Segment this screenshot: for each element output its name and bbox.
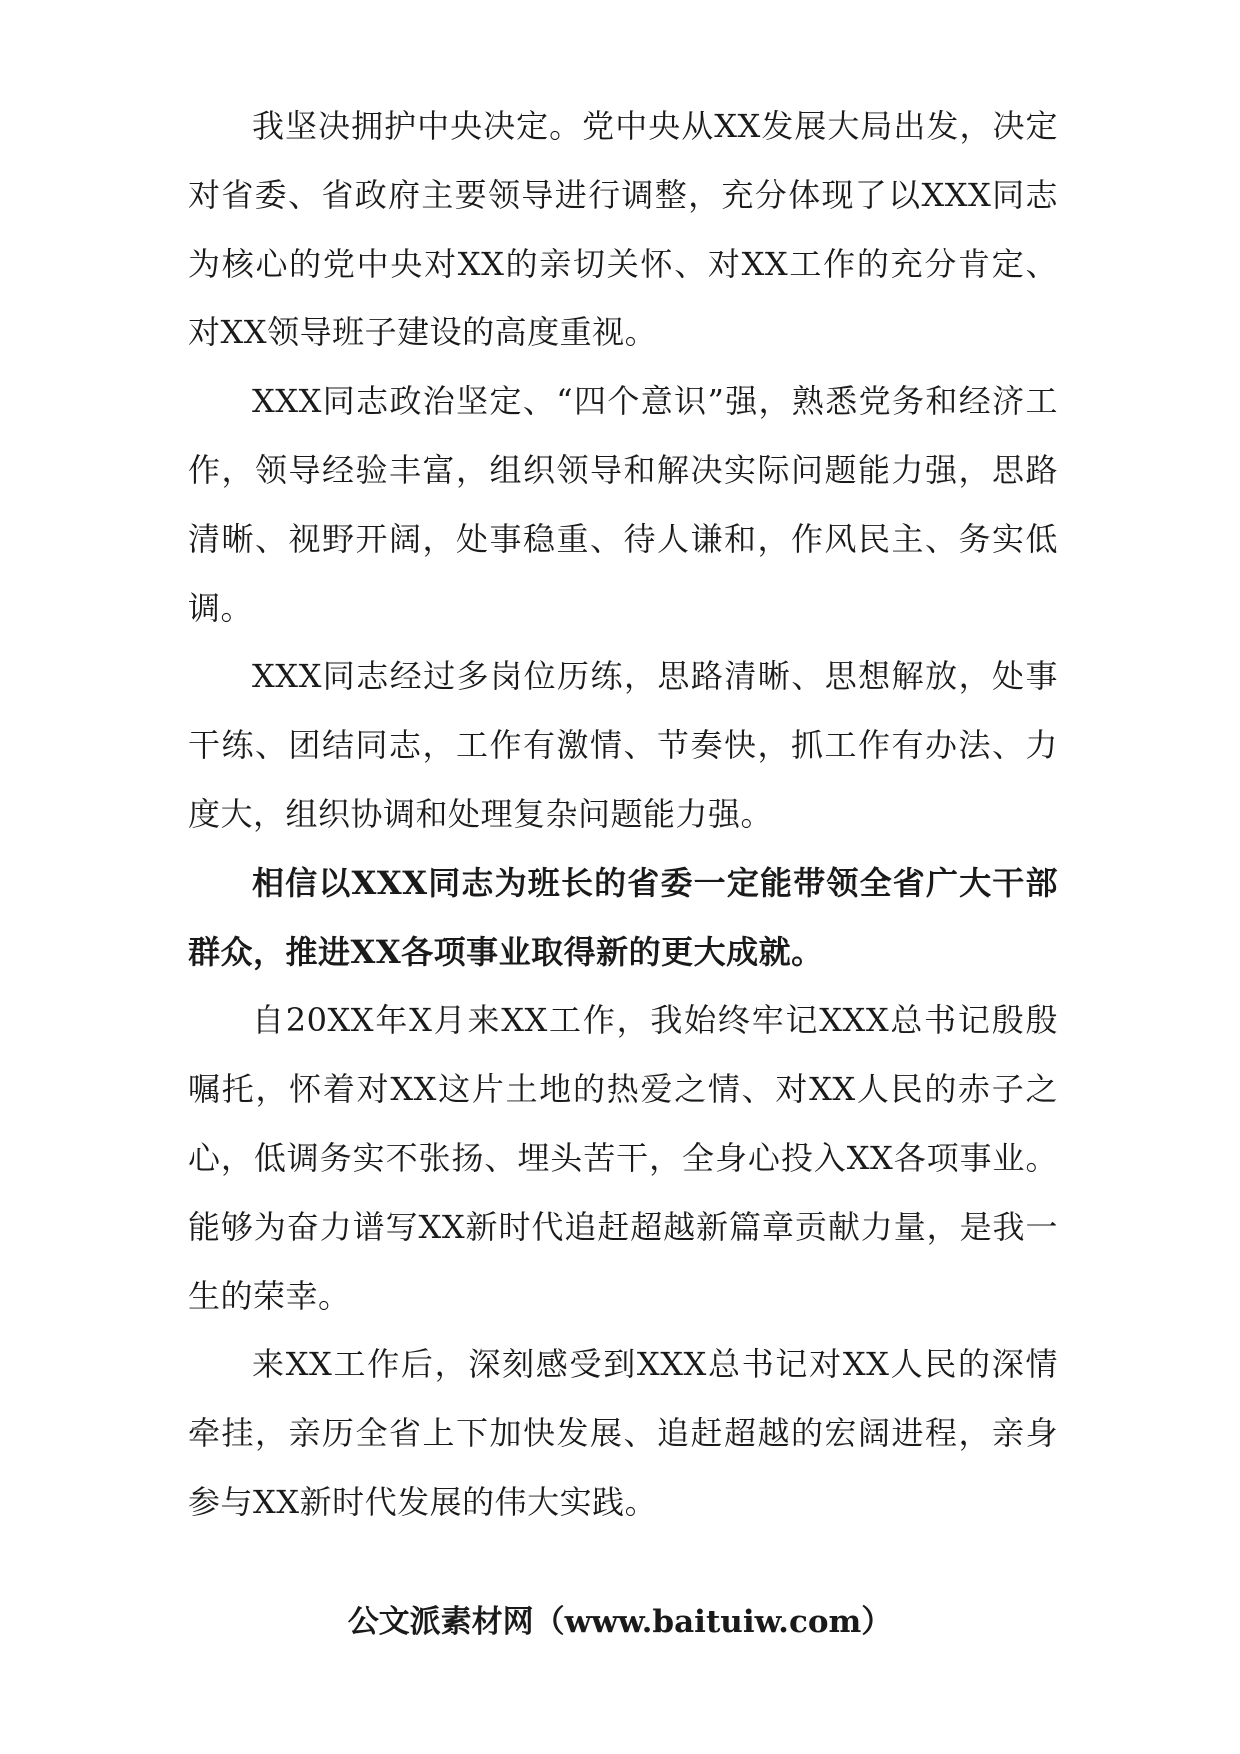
paragraph-1: 我坚决拥护中央决定。党中央从XX发展大局出发，决定对省委、省政府主要领导进行调整，充分体现了以XXX同志为核心的党中央对XX的亲切关怀、对XX工作的充分肯定、对XX领导班子建设的高度重视。 [188,107,1058,352]
paragraph-5: 自20XX年X月来XX工作，我始终牢记XXX总书记殷殷嘱托，怀着对XX这片土地的热爱之情、对XX人民的赤子之心，低调务实不张扬、埋头苦干，全身心投入XX各项事业。能够为奋力谱写XX新时代追赶超越新篇章贡献力量，是我一生的荣幸。 [188,1001,1058,1315]
document-body [188,92,1058,1537]
paragraph-2: XXX同志政治坚定、“四个意识”强，熟悉党务和经济工作，领导经验丰富，组织领导和解决实际问题能力强，思路清晰、视野开阔，处事稳重、待人谦和，作风民主、务实低调。 [188,382,1058,627]
page-footer: 公文派素材网（www.baituiw.com） [347,1604,893,1640]
paragraph-4-bold: 相信以XXX同志为班长的省委一定能带领全省广大干部群众，推进XX各项事业取得新的更大成就。 [188,863,1058,971]
paragraph-3: XXX同志经过多岗位历练，思路清晰、思想解放，处事干练、团结同志，工作有激情、节奏快，抓工作有办法、力度大，组织协调和处理复杂问题能力强。 [188,657,1058,833]
paragraph-6: 来XX工作后，深刻感受到XXX总书记对XX人民的深情牵挂，亲历全省上下加快发展、追赶超越的宏阔进程，亲身参与XX新时代发展的伟大实践。 [188,1345,1058,1521]
